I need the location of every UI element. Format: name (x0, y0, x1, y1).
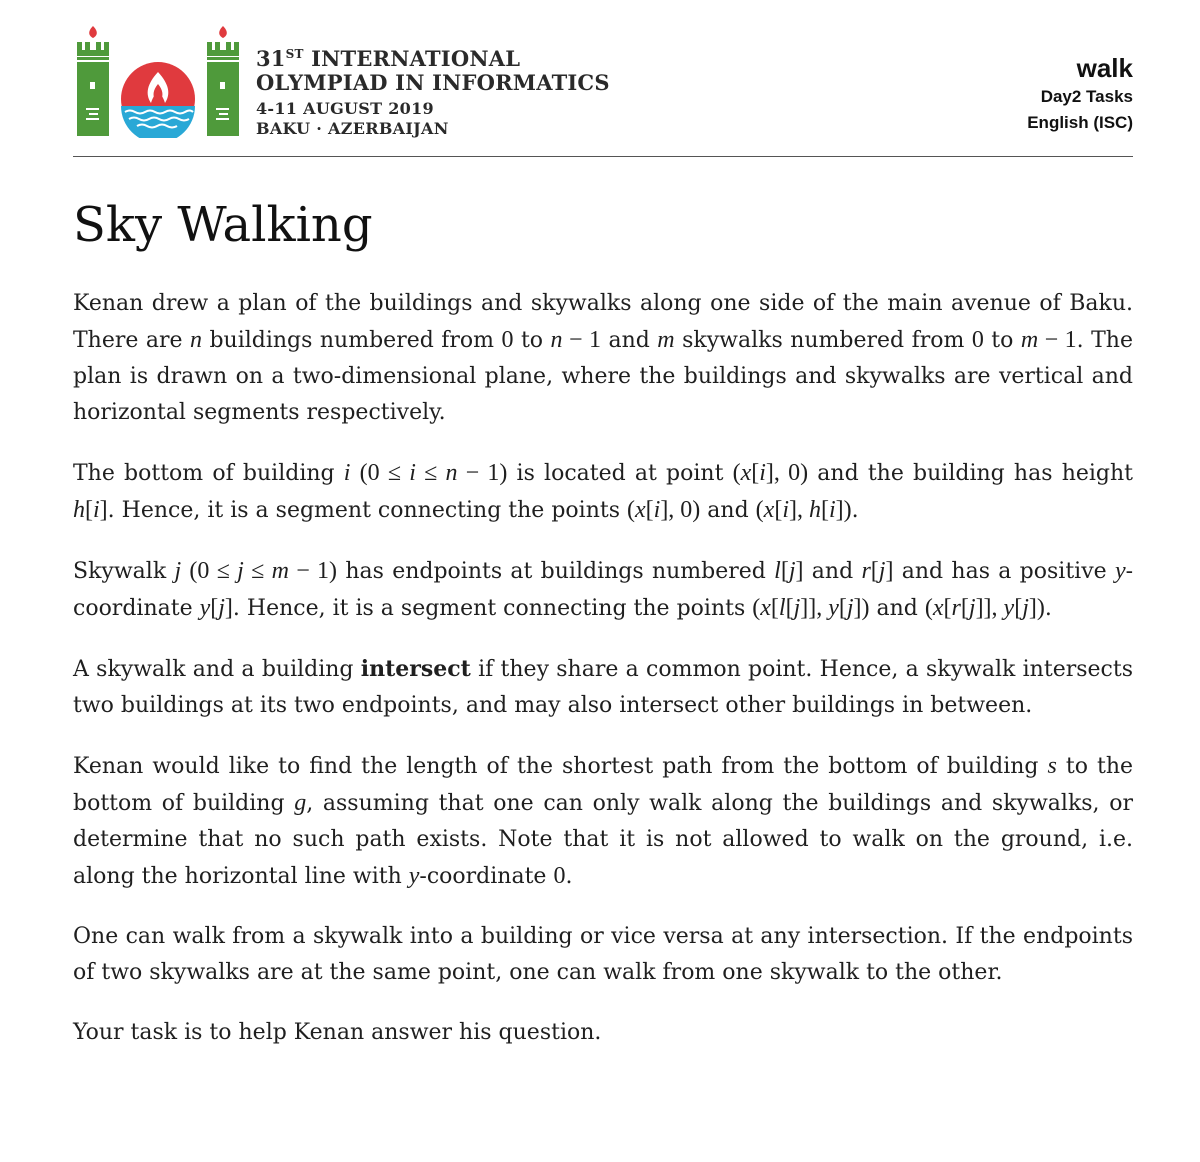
math-variable: h (73, 497, 85, 523)
math-variable: x (932, 595, 944, 621)
left-tower-icon (77, 26, 109, 136)
math-text: ( (732, 460, 741, 486)
math-variable: x (634, 497, 646, 523)
math-text: [ (960, 595, 969, 621)
math-variable: j (1022, 595, 1029, 621)
math-variable: x (763, 497, 775, 523)
math-text: [ (785, 595, 794, 621)
math-text: (0 ≤ (359, 460, 410, 486)
math-text: [ (85, 497, 93, 523)
paragraph: Kenan would like to find the length of the shortest path from the bottom of building s to the bottom of building g, assuming that one can only walk along the buildings and skywalks, or determine that no such path exists. Note that it is not allowed to walk on the ground, i.e. along the horizontal line with y-coordinate 0. (73, 753, 1134, 889)
math-text: [ (751, 460, 760, 486)
header-divider (73, 156, 1133, 157)
task-language: English (ISC) (1027, 113, 1133, 132)
math-text: − 1) (288, 558, 338, 584)
math-text: ] (224, 595, 233, 621)
math-variable: y (1114, 558, 1126, 584)
math-text: ]) (1028, 595, 1045, 621)
math-text: ≤ (243, 558, 272, 584)
math-variable: x (740, 460, 752, 486)
math-text: ], (788, 497, 809, 523)
task-meta (1027, 52, 1133, 136)
math-text: ]) (835, 497, 852, 523)
math-variable: j (237, 558, 244, 584)
math-text: [ (770, 595, 779, 621)
math-variable: r (861, 558, 871, 584)
math-text: ( (924, 595, 933, 621)
math-variable: y (828, 595, 839, 621)
math-variable: x (760, 595, 771, 621)
olympiad-dates: 4-11 AUGUST 2019 (256, 99, 434, 118)
math-variable: j (968, 595, 976, 621)
math-text: [ (838, 595, 847, 621)
paragraph: One can walk from a skywalk into a building or vice versa at any intersection. If the endpoints of two skywalks are at the same point, one can walk from one skywalk to the other. (73, 924, 1133, 985)
flame-emblem-icon (121, 62, 195, 138)
math-variable: y (408, 863, 420, 889)
ioi-2019-logo (73, 24, 243, 138)
math-text: ≤ (415, 460, 446, 486)
math-variable: i (343, 460, 351, 486)
math-text: ]], (975, 595, 1004, 621)
olympiad-location: BAKU · AZERBAIJAN (256, 119, 449, 138)
math-text: [ (780, 558, 789, 584)
math-variable: m (657, 327, 675, 353)
math-text: − 1 (1038, 327, 1077, 353)
olympiad-title-block (256, 42, 610, 139)
math-variable: i (759, 460, 766, 486)
math-text: ( (626, 497, 635, 523)
math-variable: j (846, 595, 854, 621)
math-text: ], 0) (660, 497, 701, 523)
right-tower-icon (207, 26, 239, 136)
math-variable: s (1047, 753, 1057, 779)
math-text: − 1) (457, 460, 508, 486)
math-variable: h (808, 497, 821, 523)
math-text: [ (820, 497, 829, 523)
olympiad-line-2: OLYMPIAD IN INFORMATICS (256, 70, 610, 95)
math-variable: y (1003, 595, 1015, 621)
paragraph: Skywalk j (0 ≤ j ≤ m − 1) has endpoints at buildings numbered l[j] and r[j] and has a positive y-coordinate y[j]. Hence, it is a segment connecting the points (x[l[j]], y[j]) and (x[r[j]], y[j]). (73, 558, 1134, 621)
math-variable: g (294, 790, 307, 816)
math-text: ]], (800, 595, 829, 621)
math-variable: i (828, 497, 836, 523)
task-name: walk (1076, 53, 1133, 83)
math-variable: y (199, 595, 211, 621)
page-header (73, 22, 1133, 142)
math-text: − 1 (562, 327, 601, 353)
math-variable: i (93, 497, 100, 523)
math-text: ( (752, 595, 761, 621)
math-text: [ (943, 595, 952, 621)
math-text: ] (795, 558, 804, 584)
math-variable: n (445, 460, 458, 486)
math-text: ] (885, 558, 894, 584)
math-text: [ (645, 497, 654, 523)
olympiad-line-1: 31ST INTERNATIONAL (256, 46, 521, 71)
math-variable: i (653, 497, 661, 523)
math-variable: n (189, 327, 202, 353)
math-variable: r (951, 595, 961, 621)
paragraph: Your task is to help Kenan answer his question. (73, 1020, 602, 1045)
math-variable: n (550, 327, 563, 353)
math-text: [ (210, 595, 219, 621)
math-variable: l (774, 558, 781, 584)
math-variable: j (788, 558, 796, 584)
math-text: [ (870, 558, 879, 584)
math-variable: i (782, 497, 789, 523)
math-text: 0 (553, 863, 566, 889)
math-variable: i (409, 460, 416, 486)
math-variable: j (878, 558, 886, 584)
math-text: 0 (971, 327, 984, 353)
math-variable: l (778, 595, 786, 621)
math-variable: m (1020, 327, 1039, 353)
math-text: ( (755, 497, 764, 523)
math-text: ] (99, 497, 108, 523)
math-text: [ (1014, 595, 1023, 621)
math-variable: j (174, 558, 182, 584)
math-variable: j (218, 595, 225, 621)
math-text: [ (774, 497, 783, 523)
page-title: Sky Walking (73, 197, 373, 253)
paragraph: Kenan drew a plan of the buildings and skywalks along one side of the main avenue of Baku. There are n buildings numbered from 0 to n − 1 and m skywalks numbered from 0 to m − 1. The plan is drawn on a two-dimensional plane, where the buildings and skywalks are vertical and horizontal segments respectively. (73, 291, 1133, 425)
paragraph: A skywalk and a building intersect if they share a common point. Hence, a skywalk intersects two buildings at its two endpoints, and may also intersect other buildings in between. (73, 656, 1133, 718)
bold-term: intersect (360, 656, 471, 682)
math-variable: j (793, 595, 801, 621)
math-text: 0 (501, 327, 514, 353)
paragraph: The bottom of building i (0 ≤ i ≤ n − 1) is located at point (x[i], 0) and the building has height h[i]. Hence, it is a segment connecting the points (x[i], 0) and (x[i], h[i]). (73, 460, 1134, 523)
math-text: ]) (853, 595, 870, 621)
math-variable: m (271, 558, 289, 584)
math-text: (0 ≤ (189, 558, 238, 584)
task-day: Day2 Tasks (1040, 87, 1133, 106)
math-text: ], 0) (765, 460, 809, 486)
statement-body (73, 286, 1133, 1075)
